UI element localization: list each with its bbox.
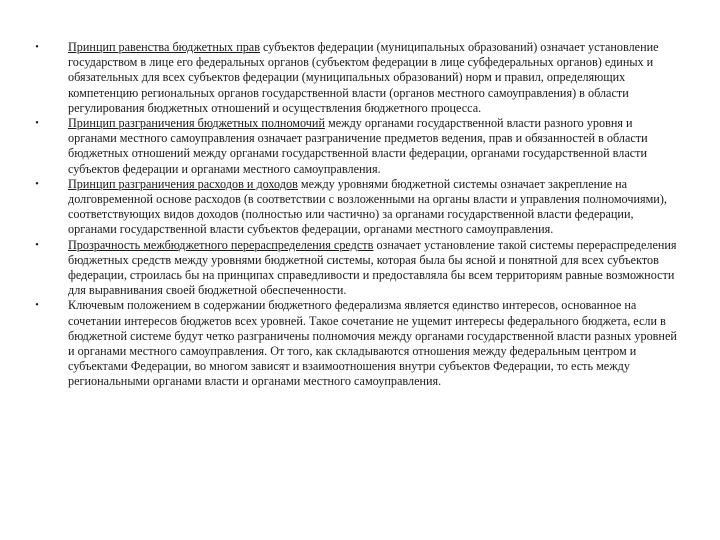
principle-description: между органами государственной власти разного уровня и органами местного самоуправления означает разграничение предметов ведения, прав и обязанностей в области бюджетных отношений между органами государственной власти федерации, органами государственной власти субъектов федерации и органами местного самоуправления. xyxy=(68,116,648,176)
bullet-icon: • xyxy=(35,42,39,53)
principle-term: Прозрачность межбюджетного перераспределения средств xyxy=(68,237,374,252)
principle-description: субъектов федерации (муниципальных образований) означает установление государством в лице его федеральных органов (субъектом федерации в лице субфедеральных органов) единых и обязательных для всех субъектов федерации (муниципальных образований) норм и правил, определяющих компетенцию региональных органов государственной власти (органов местного самоуправления) в области регулирования бюджетных отношений и осуществления бюджетного процесса. xyxy=(68,40,659,115)
principle-term: Принцип разграничения расходов и доходов xyxy=(68,176,298,191)
principle-description: означает установление такой системы перераспределения бюджетных средств между уровнями бюджетной системы, которая была бы ясной и понятной для всех субъектов федерации, строилась бы на принципах справедливости и предоставляла бы всем территориям равные возможности для выравнивания своей бюджетной обеспеченности. xyxy=(68,237,677,298)
bullet-icon: • xyxy=(35,178,39,190)
bullet-icon: • xyxy=(35,239,39,251)
bullet-item xyxy=(30,238,680,299)
bullet-item xyxy=(30,298,680,389)
bullet-item xyxy=(30,177,680,238)
principle-term: Принцип разграничения бюджетных полномочий xyxy=(68,116,325,131)
bullet-list xyxy=(30,40,680,390)
principle-description: между уровнями бюджетной системы означает закрепление на долговременной основе расходов (в соответствии с возложенными на органы власти и управления полномочиями), соответствующих видов доходов (полностью или частично) за органами государственной власти федерации, органами государственной власти субъектов федерации, органами местного самоуправления. xyxy=(68,176,667,237)
bullet-item xyxy=(30,116,680,177)
key-statement-text: Ключевым положением в содержании бюджетного федерализма является единство интересов, основанное на сочетании интересов бюджетов всех уровней. Такое сочетание не ущемит интересы федерального бюджета, если в бюджетной системе будут четко разграничены полномочия между органами государственной власти разных уровней и органами местного самоуправления. От того, как складываются отношения между федеральным центром и субъектами Федерации, во многом зависят и взаимоотношения внутри субъектов Федерации, то есть между региональными органами власти и органами местного самоуправления. xyxy=(68,298,677,389)
principle-term: Принцип равенства бюджетных прав xyxy=(68,40,260,54)
bullet-item xyxy=(30,40,680,116)
bullet-icon: • xyxy=(35,118,39,130)
bullet-icon: • xyxy=(35,300,39,312)
